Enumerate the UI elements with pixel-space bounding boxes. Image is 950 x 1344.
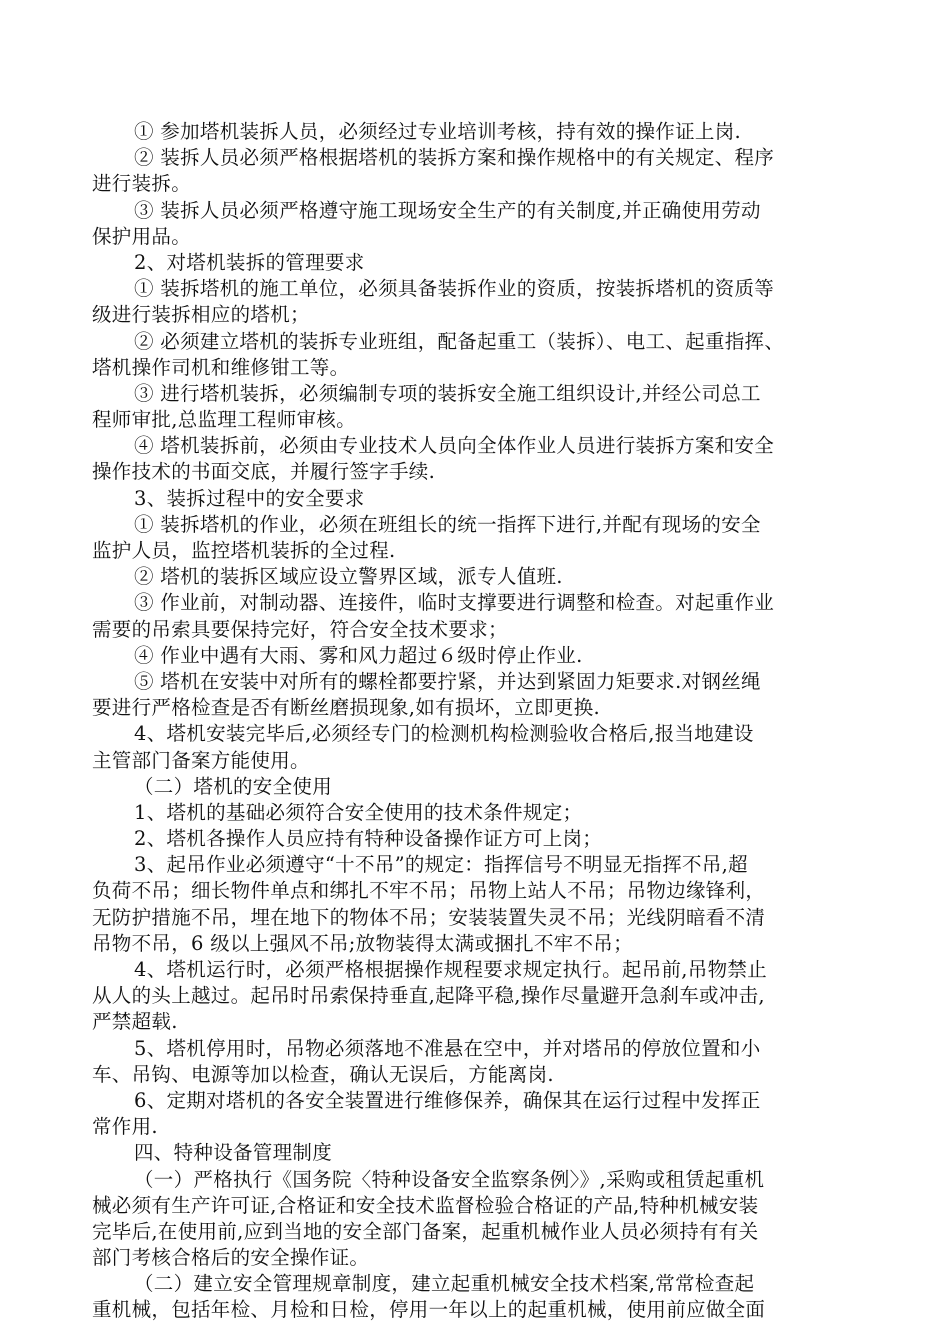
text-line: 械必须有生产许可证,合格证和安全技术监督检验合格证的产品,特种机械安装 (92, 1193, 759, 1217)
text-line: 操作技术的书面交底，并履行签字手续. (92, 460, 436, 484)
text-line: 车、吊钩、电源等加以检查，确认无误后，方能离岗. (92, 1062, 554, 1086)
text-line: 部门考核合格后的安全操作证。 (92, 1246, 370, 1270)
text-line: ④ 作业中遇有大雨、雾和风力超过６级时停止作业. (134, 643, 583, 667)
text-line: （二）建立安全管理规章制度，建立起重机械安全技术档案,常常检查起 (134, 1272, 755, 1296)
document-body (92, 119, 867, 1324)
text-line: 四、特种设备管理制度 (134, 1141, 333, 1165)
text-line: （二）塔机的安全使用 (134, 774, 333, 798)
text-line: ② 装拆人员必须严格根据塔机的装拆方案和操作规格中的有关规定、程序 (134, 146, 775, 170)
text-line: 保护用品。 (92, 224, 192, 248)
text-line: 需要的吊索具要保持完好，符合安全技术要求； (92, 617, 508, 641)
text-line: 要进行严格检查是否有断丝磨损现象,如有损坏，立即更换. (92, 696, 600, 720)
text-line: 监护人员，监控塔机装拆的全过程. (92, 539, 396, 562)
text-line: ① 参加塔机装拆人员，必须经过专业培训考核，持有效的操作证上岗. (134, 120, 741, 143)
text-line: ① 装拆塔机的作业，必须在班组长的统一指挥下进行,并配有现场的安全 (134, 512, 761, 536)
text-line: 无防护措施不吊，埋在地下的物体不吊；安装装置失灵不吊；光线阴暗看不清 (92, 905, 766, 929)
text-line: 主管部门备案方能使用。 (92, 748, 310, 772)
text-line: ① 装拆塔机的施工单位，必须具备装拆作业的资质，按装拆塔机的资质等 (134, 277, 775, 301)
text-line: 2、对塔机装拆的管理要求 (134, 250, 365, 274)
text-line: 常作用. (92, 1115, 158, 1139)
text-line: 从人的头上越过。起吊时吊索保持垂直,起降平稳,操作尽量避开急刹车或冲击, (92, 984, 765, 1008)
text-line: ② 塔机的装拆区域应设立警界区域，派专人值班. (134, 565, 563, 589)
text-line: 4、塔机运行时，必须严格根据操作规程要求规定执行。起吊前,吊物禁止 (134, 958, 768, 981)
text-line: 完毕后,在使用前,应到当地的安全部门备案，起重机械作业人员必须持有有关 (92, 1219, 759, 1243)
text-line: ④ 塔机装拆前，必须由专业技术人员向全体作业人员进行装拆方案和安全 (134, 434, 775, 458)
text-line: 2、塔机各操作人员应持有特种设备操作证方可上岗； (134, 827, 603, 851)
text-line: 程师审批,总监理工程师审核。 (92, 408, 356, 432)
text-line: ⑤ 塔机在安装中对所有的螺栓都要拧紧，并达到紧固力矩要求.对钢丝绳 (134, 669, 761, 693)
text-line: 吊物不吊，6 级以上强风不吊;放物装得太满或捆扎不牢不吊； (92, 931, 633, 955)
text-line: ② 必须建立塔机的装拆专业班组，配备起重工（装拆）、电工、起重指挥、 (134, 329, 785, 353)
text-line: 3、装拆过程中的安全要求 (134, 486, 365, 510)
text-line: 负荷不吊；细长物件单点和绑扎不牢不吊；吊物上站人不吊；吊物边缘锋利， (92, 879, 766, 903)
text-line: （一）严格执行《国务院〈特种设备安全监察条例〉》,采购或租赁起重机 (134, 1167, 765, 1191)
text-line: 5、塔机停用时，吊物必须落地不准悬在空中，并对塔吊的停放位置和小 (134, 1036, 761, 1060)
text-line: 重机械，包括年检、月检和日检，停用一年以上的起重机械，使用前应做全面 (92, 1298, 766, 1322)
text-line: 进行装拆。 (92, 172, 192, 196)
text-line: 4、塔机安装完毕后,必须经专门的检测机构检测验收合格后,报当地建设 (134, 722, 754, 746)
text-line: ③ 作业前，对制动器、连接件，临时支撑要进行调整和检查。对起重作业 (134, 591, 775, 615)
text-line: ③ 装拆人员必须严格遵守施工现场安全生产的有关制度,并正确使用劳动 (134, 198, 761, 222)
text-line: ③ 进行塔机装拆，必须编制专项的装拆安全施工组织设计,并经公司总工 (134, 381, 761, 405)
text-line: 严禁超载. (92, 1010, 178, 1034)
text-line: 1、塔机的基础必须符合安全使用的技术条件规定； (134, 800, 583, 824)
text-line: 塔机操作司机和维修钳工等。 (92, 355, 350, 379)
text-line: 级进行装拆相应的塔机； (92, 303, 310, 327)
text-line: 3、起吊作业必须遵守“十不吊”的规定：指挥信号不明显无指挥不吊,超 (134, 853, 748, 877)
text-line: 6、定期对塔机的各安全装置进行维修保养，确保其在运行过程中发挥正 (134, 1088, 761, 1112)
